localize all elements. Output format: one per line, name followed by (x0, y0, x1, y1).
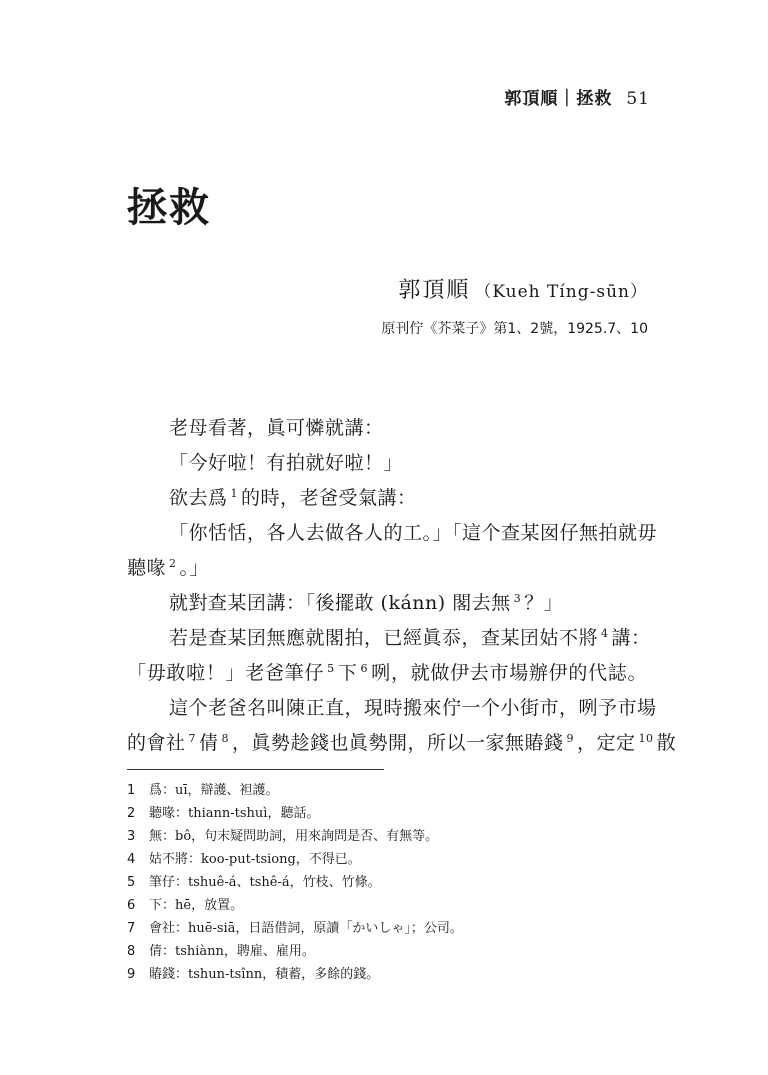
author-romanization: （Kueh Tíng-sūn） (474, 282, 648, 302)
footnote-ref[interactable]: 7 (188, 731, 197, 745)
footnote (127, 894, 667, 917)
text-span: 。」 (179, 557, 210, 579)
text-span: 若是查某囝無應就閣拍，已經眞忝，查某囝姑不將 (169, 627, 599, 649)
text-span: ，眞勢趁錢也眞勢開，所以一家無賰錢 (232, 732, 564, 754)
author-name: 郭頂順 (398, 278, 471, 303)
text-line (127, 411, 647, 446)
footnote-ref[interactable]: 3 (513, 591, 522, 605)
text-line (127, 446, 647, 481)
footnote-text: 無：bô，句末疑問助詞，用來詢問是否、有無等。 (149, 829, 439, 844)
footnote (127, 779, 667, 802)
footnote-number: 2 (127, 806, 136, 821)
footnote-number: 7 (127, 921, 136, 936)
text-span: 就對查某囝講：「後擺敢 (kánn) 閣去無 (169, 592, 511, 614)
footnote-number: 3 (127, 829, 136, 844)
footnote-number: 5 (127, 875, 136, 890)
text-span: 「毋敢啦！」老爸筆仔 (127, 662, 325, 684)
text-line (127, 481, 647, 516)
text-span: ？」 (524, 592, 564, 614)
text-span: 的時，老爸受氣講： (241, 487, 417, 509)
body-text (127, 411, 677, 761)
footnote-ref[interactable]: 2 (169, 556, 177, 570)
text-span: 「今好啦！有拍就好啦！」 (169, 452, 404, 474)
text-span: 散 (656, 732, 677, 754)
running-title: 郭頂順｜拯救 (504, 89, 613, 109)
footnote-ref[interactable]: 8 (221, 731, 230, 745)
byline (398, 273, 648, 304)
footnote-number: 9 (127, 967, 136, 982)
text-line (127, 621, 651, 656)
footnote-number: 1 (127, 783, 136, 798)
footnote-ref[interactable]: 9 (566, 731, 575, 745)
footnote-number: 6 (127, 898, 136, 913)
text-line (127, 551, 647, 586)
footnote-ref[interactable]: 1 (230, 486, 239, 500)
text-span: 講： (611, 627, 651, 649)
text-span: 「你恬恬，各人去做各人的工。」「這个查某囡仔無拍就毋 (169, 522, 658, 544)
text-span: 聽喙 (127, 557, 167, 579)
footnote (127, 917, 667, 940)
text-span: 這个老爸名叫陳正直，現時搬來佇一个小街市，咧予市場 (169, 697, 657, 719)
footnote (127, 871, 667, 894)
text-line (127, 656, 647, 691)
page-number: 51 (626, 89, 650, 109)
text-span: 下 (337, 662, 358, 684)
text-line (127, 726, 677, 761)
footnote-number: 4 (127, 852, 136, 867)
footnote-text: 賰錢：tshun-tsînn，積蓄，多餘的錢。 (149, 967, 380, 982)
footnote-ref[interactable]: 10 (638, 731, 654, 745)
text-span: ，定定 (577, 732, 636, 754)
text-span: 倩 (199, 732, 219, 754)
source-note: 原刊佇《芥菜子》第1、2號，1925.7、10 (381, 321, 648, 337)
footnote-text: 爲：uī，辯護、袒護。 (149, 783, 279, 798)
footnote-ref[interactable]: 6 (360, 661, 369, 675)
text-span: 的會社 (127, 732, 186, 754)
footnote-text: 筆仔：tshuê-á、tshê-á，竹枝、竹條。 (149, 875, 381, 890)
text-span: 老母看著，眞可憐就講： (169, 417, 384, 439)
article-title: 拯救 (127, 185, 211, 231)
text-line (127, 691, 657, 726)
footnote (127, 940, 667, 963)
footnote-ref[interactable]: 5 (327, 661, 335, 675)
footnote (127, 825, 667, 848)
footnote-text: 下：hē，放置。 (149, 898, 244, 913)
footnote-text: 姑不將：koo-put-tsiong，不得已。 (149, 852, 361, 867)
text-span: 咧，就做伊去市場辦伊的代誌。 (371, 662, 647, 684)
text-line (127, 586, 647, 621)
text-line (127, 516, 658, 551)
footnote-text: 聽喙：thiann-tshuì，聽話。 (149, 806, 320, 821)
text-span: 欲去爲 (169, 487, 228, 509)
footnote (127, 963, 667, 986)
footnote-text: 會社：huē-siā，日語借詞，原讀「かいしゃ」；公司。 (149, 921, 463, 936)
footnote-number: 8 (127, 944, 136, 959)
footnote-text: 倩：tshiànn，聘雇、雇用。 (149, 944, 315, 959)
footnote-divider (127, 769, 384, 770)
footnote (127, 802, 667, 825)
footnote (127, 848, 667, 871)
running-header (504, 84, 650, 109)
footnote-ref[interactable]: 4 (601, 626, 609, 640)
footnotes (127, 779, 667, 986)
